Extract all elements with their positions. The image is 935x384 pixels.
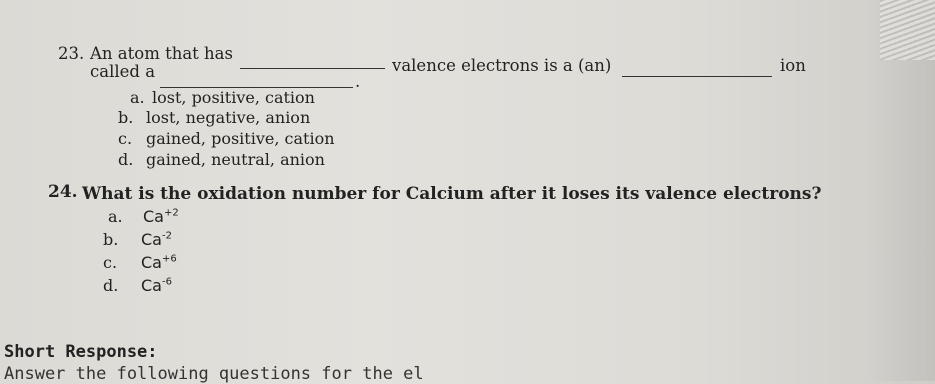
formula-base: Ca [141,276,162,295]
option-letter: d. [118,150,134,169]
q23-text-start: An atom that has [90,44,233,63]
formula-charge: -6 [161,276,172,288]
q23-blank-2[interactable] [622,76,772,77]
formula-base: Ca [143,207,164,226]
option-letter: b. [103,230,119,249]
q24-text: What is the oxidation number for Calcium after it loses its valence electrons? [82,184,822,204]
option-text: gained, neutral, anion [146,150,325,169]
option-formula [141,230,172,249]
formula-charge: +6 [161,253,177,265]
short-response-instruction: Answer the following questions for the el [4,364,424,384]
option-text: lost, positive, cation [152,88,315,107]
option-letter: d. [103,276,119,295]
option-letter: a. [108,207,123,226]
option-letter: b. [118,108,134,127]
formula-charge: -2 [161,230,172,242]
option-letter: a. [130,88,145,107]
q24-number: 24. [48,182,78,202]
option-letter: c. [103,253,118,272]
short-response-heading: Short Response: [4,342,158,362]
q23-text-middle: valence electrons is a (an) [392,56,612,75]
q23-text-ion: ion [780,56,806,75]
formula-base: Ca [141,230,162,249]
option-formula [141,276,172,295]
formula-charge: +2 [163,207,179,219]
option-letter: c. [118,129,133,148]
option-text: lost, negative, anion [146,108,311,127]
q23-period: . [355,72,361,91]
formula-base: Ca [141,253,162,272]
q23-text-called: called a [90,62,156,81]
option-text: gained, positive, cation [146,129,335,148]
q23-blank-1[interactable] [240,68,385,69]
option-formula [143,207,179,226]
q23-number: 23. [58,44,85,63]
torn-edge [880,0,935,60]
option-formula [141,253,177,272]
